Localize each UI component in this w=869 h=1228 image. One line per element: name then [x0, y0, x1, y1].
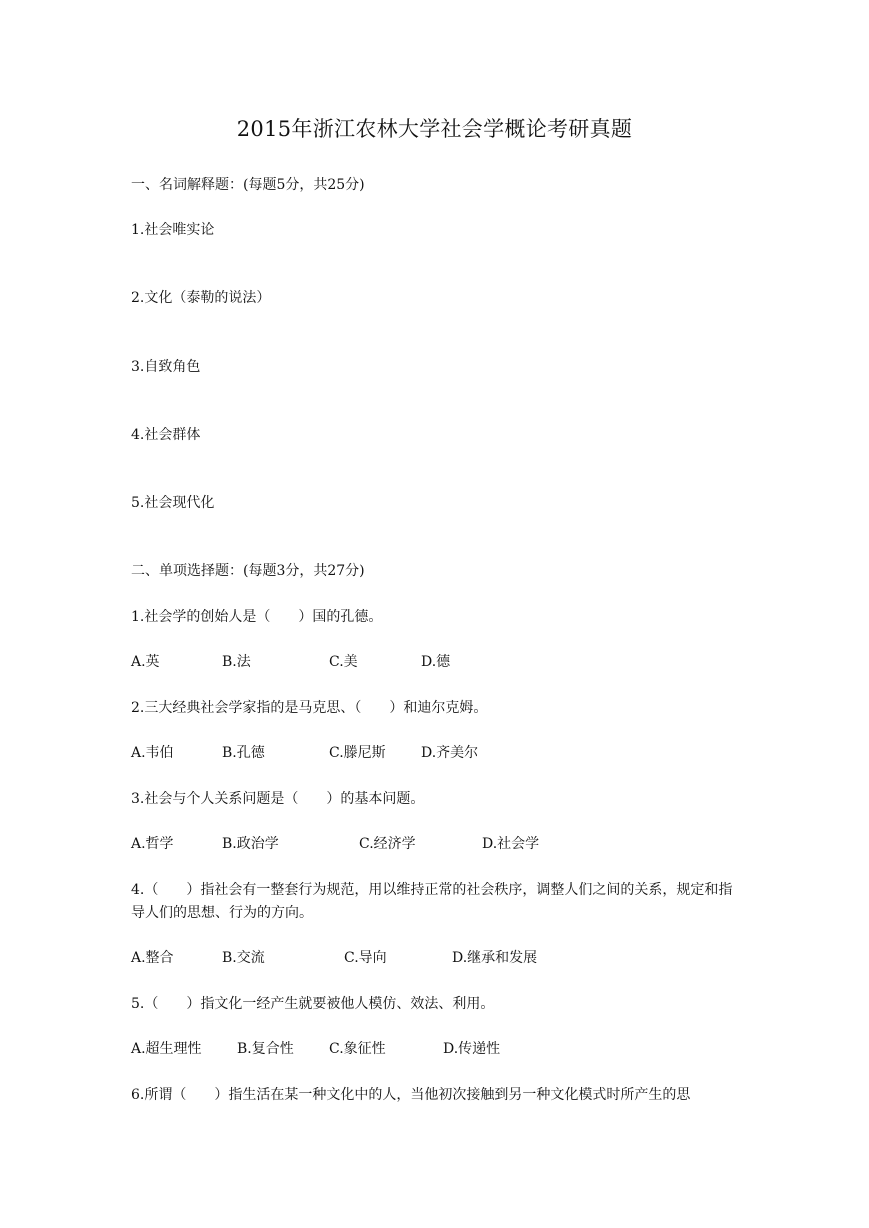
question-text: 4.（ ）指社会有一整套行为规范，用以维持正常的社会秩序，调整人们之间的关系，规定和指导人们的思想、行为的方向。 [131, 882, 733, 921]
term-item: 4.社会群体 [131, 427, 201, 443]
section-heading-multiple-choice: 二、单项选择题：(每题3分，共27分) [131, 563, 365, 579]
page-title: 2015年浙江农林大学社会学概论考研真题 [236, 117, 633, 141]
term-item: 3.自致角色 [131, 359, 201, 375]
option-b: B.政治学 [222, 836, 279, 852]
question-text: 2.三大经典社会学家指的是马克思、（ ）和迪尔克姆。 [131, 700, 488, 716]
option-d: D.继承和发展 [452, 950, 538, 966]
option-b: B.孔德 [222, 745, 265, 761]
option-a: A.整合 [131, 950, 174, 966]
question-text: 5.（ ）指文化一经产生就要被他人模仿、效法、利用。 [131, 996, 495, 1012]
option-a: A.韦伯 [131, 745, 174, 761]
question-text: 3.社会与个人关系问题是（ ）的基本问题。 [131, 791, 425, 807]
section-heading-definitions: 一、名词解释题：(每题5分，共25分) [131, 177, 365, 193]
option-c: C.美 [329, 654, 358, 670]
term-item: 2.文化（泰勒的说法） [131, 290, 271, 306]
option-b: B.交流 [222, 950, 265, 966]
term-item: 5.社会现代化 [131, 495, 215, 511]
option-c: C.导向 [344, 950, 387, 966]
option-d: D.齐美尔 [421, 745, 479, 761]
option-c: C.滕尼斯 [329, 745, 386, 761]
option-d: D.德 [421, 654, 451, 670]
option-b: B.复合性 [237, 1041, 294, 1057]
option-b: B.法 [222, 654, 251, 670]
option-a: A.哲学 [131, 836, 174, 852]
option-c: C.象征性 [329, 1041, 386, 1057]
option-a: A.英 [131, 654, 160, 670]
option-c: C.经济学 [359, 836, 416, 852]
question-text: 6.所谓（ ）指生活在某一种文化中的人，当他初次接触到另一种文化模式时所产生的思 [131, 1087, 691, 1103]
option-d: D.传递性 [443, 1041, 501, 1057]
option-d: D.社会学 [482, 836, 540, 852]
term-item: 1.社会唯实论 [131, 222, 215, 238]
option-a: A.超生理性 [131, 1041, 202, 1057]
question-text: 1.社会学的创始人是（ ）国的孔德。 [131, 609, 383, 625]
